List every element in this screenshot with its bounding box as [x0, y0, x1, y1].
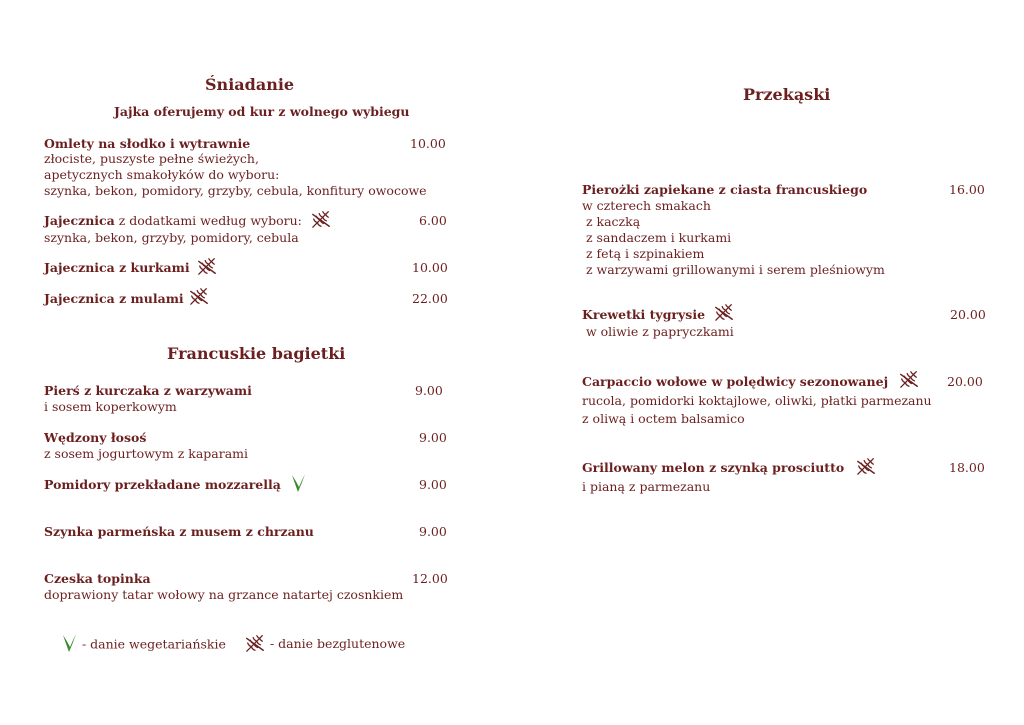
item-price: 12.00	[412, 571, 448, 586]
leaf-v-icon	[289, 472, 307, 494]
item-desc: z sandaczem i kurkami	[582, 230, 732, 245]
item-price: 10.00	[410, 136, 446, 151]
item-name-row	[582, 374, 920, 389]
item-price: 9.00	[419, 430, 447, 445]
crossed-wheat-icon	[188, 286, 210, 306]
crossed-wheat-icon	[898, 369, 920, 389]
item-name: Carpaccio wołowe w polędwicy sezonowanej	[582, 374, 889, 389]
crossed-wheat-icon	[713, 302, 735, 322]
leaf-v-icon	[60, 632, 78, 654]
item-desc: i sosem koperkowym	[44, 399, 177, 414]
item-name: Wędzony łosoś	[44, 430, 147, 445]
crossed-wheat-icon	[244, 633, 266, 653]
legend-gluten-free-label: - danie bezglutenowe	[269, 636, 406, 651]
item-name: Omlety na słodko i wytrawnie	[44, 136, 251, 151]
item-price: 20.00	[950, 307, 986, 322]
item-desc: doprawiony tatar wołowy na grzance natartej czosnkiem	[44, 587, 404, 602]
item-desc: z oliwą i octem balsamico	[582, 411, 745, 426]
legend-vegetarian	[60, 636, 226, 654]
item-desc: z sosem jogurtowym z kaparami	[44, 446, 249, 461]
item-name: Szynka parmeńska z musem z chrzanu	[44, 524, 314, 539]
item-price: 9.00	[419, 524, 447, 539]
item-name: Jajecznica z mulami	[44, 291, 184, 306]
item-name-row	[582, 307, 735, 322]
item-name: Pierożki zapiekane z ciasta francuskiego	[582, 182, 868, 197]
item-name: Pierś z kurczaka z warzywami	[44, 383, 252, 398]
legend-vegetarian-label: - danie wegetariańskie	[81, 636, 226, 652]
item-name: Jajecznica z kurkami	[44, 260, 190, 275]
item-name: Czeska topinka	[44, 571, 151, 586]
item-desc: w oliwie z papryczkami	[582, 324, 734, 339]
legend-gluten-free	[244, 636, 405, 653]
item-price: 9.00	[415, 383, 443, 398]
item-desc: szynka, bekon, pomidory, grzyby, cebula, konfitury owocowe	[44, 183, 427, 198]
item-desc: apetycznych smakołyków do wyboru:	[44, 167, 280, 182]
item-price: 20.00	[947, 374, 983, 389]
item-price: 18.00	[949, 460, 985, 475]
item-price: 16.00	[949, 182, 985, 197]
item-desc: w czterech smakach	[582, 198, 711, 213]
crossed-wheat-icon	[196, 256, 218, 276]
item-desc: i pianą z parmezanu	[582, 479, 711, 494]
item-name-row	[44, 291, 210, 306]
crossed-wheat-icon	[310, 209, 332, 229]
item-name: Jajecznica	[44, 213, 115, 228]
section-subtitle: Jajka oferujemy od kur z wolnego wybiegu	[114, 104, 410, 119]
section-title-bagietki: Francuskie bagietki	[167, 344, 346, 363]
item-name-row	[44, 213, 332, 229]
item-name-row	[44, 260, 218, 276]
item-desc: szynka, bekon, grzyby, pomidory, cebula	[44, 230, 299, 245]
item-desc: z fetą i szpinakiem	[582, 246, 705, 261]
item-name-row	[582, 460, 877, 476]
item-price: 22.00	[412, 291, 448, 306]
item-desc: rucola, pomidorki koktajlowe, oliwki, płatki parmezanu	[582, 393, 932, 408]
item-desc: złociste, puszyste pełne świeżych,	[44, 151, 259, 166]
item-price: 6.00	[419, 213, 447, 228]
item-name: Krewetki tygrysie	[582, 307, 706, 322]
item-desc: z warzywami grillowanymi i serem pleśniowym	[582, 262, 885, 277]
item-price: 9.00	[419, 477, 447, 492]
item-name: Grillowany melon z szynką prosciutto	[582, 460, 845, 475]
item-desc: z kaczką	[582, 214, 641, 229]
section-title-sniadanie: Śniadanie	[205, 75, 295, 94]
crossed-wheat-icon	[855, 456, 877, 476]
item-name-row	[44, 477, 307, 494]
section-title-przekaski: Przekąski	[743, 85, 831, 104]
item-name: Pomidory przekładane mozzarellą	[44, 477, 281, 492]
item-price: 10.00	[412, 260, 448, 275]
item-name-extra: z dodatkami według wyboru:	[114, 213, 302, 228]
